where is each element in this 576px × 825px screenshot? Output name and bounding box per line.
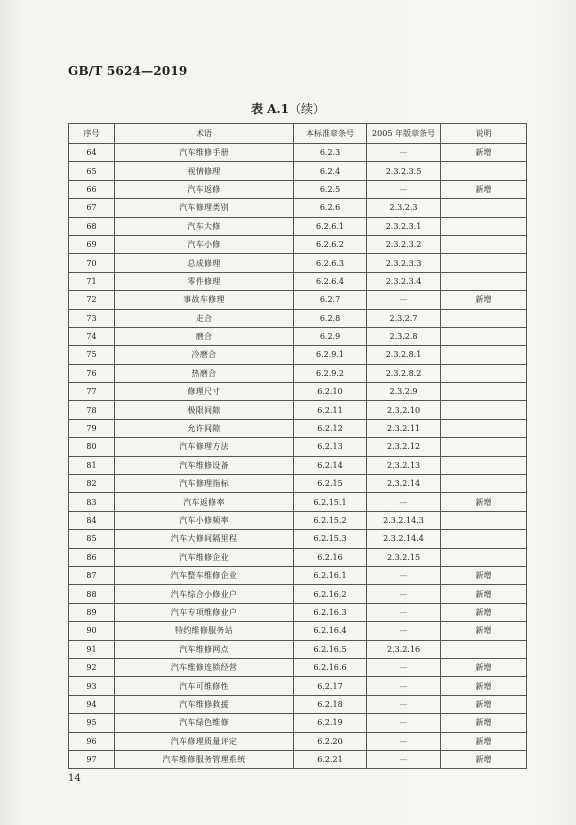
cell-no: 68 xyxy=(69,217,115,235)
cell-old-clause: 2.3.2.10 xyxy=(367,401,441,419)
cell-note xyxy=(441,235,527,253)
cell-no: 69 xyxy=(69,235,115,253)
cell-note xyxy=(441,309,527,327)
cell-note: 新增 xyxy=(441,566,527,584)
cell-old-clause: — xyxy=(367,750,441,768)
cell-note xyxy=(441,254,527,272)
cell-old-clause: 2.3.2.14.4 xyxy=(367,530,441,548)
cell-old-clause: 2.3.2.13 xyxy=(367,456,441,474)
cell-old-clause: 2.3.2.12 xyxy=(367,438,441,456)
cell-old-clause: 2.3.2.3.2 xyxy=(367,235,441,253)
cell-clause: 6.2.11 xyxy=(294,401,367,419)
cell-term: 汽车绿色维修 xyxy=(115,714,294,732)
table-row xyxy=(69,419,527,437)
cell-clause: 6.2.15.2 xyxy=(294,511,367,529)
cell-no: 81 xyxy=(69,456,115,474)
table-row xyxy=(69,475,527,493)
table-row xyxy=(69,677,527,695)
cell-note: 新增 xyxy=(441,180,527,198)
table-row xyxy=(69,511,527,529)
cell-term: 汽车修理方法 xyxy=(115,438,294,456)
table-row xyxy=(69,144,527,162)
cell-note xyxy=(441,199,527,217)
cell-note xyxy=(441,548,527,566)
cell-term: 汽车小修频率 xyxy=(115,511,294,529)
cell-clause: 6.2.20 xyxy=(294,732,367,750)
cell-clause: 6.2.8 xyxy=(294,309,367,327)
cell-clause: 6.2.16 xyxy=(294,548,367,566)
cell-old-clause: 2.3.2.11 xyxy=(367,419,441,437)
table-row xyxy=(69,640,527,658)
table-body xyxy=(69,144,527,769)
cell-clause: 6.2.16.3 xyxy=(294,603,367,621)
col-header-old-clause: 2005 年版章条号 xyxy=(367,124,441,144)
table-row xyxy=(69,199,527,217)
cell-term: 汽车维修救援 xyxy=(115,695,294,713)
table-row xyxy=(69,401,527,419)
cell-term: 汽车返修 xyxy=(115,180,294,198)
cell-clause: 6.2.15.3 xyxy=(294,530,367,548)
cell-no: 73 xyxy=(69,309,115,327)
cell-old-clause: 2.3.2.14.3 xyxy=(367,511,441,529)
cell-clause: 6.2.13 xyxy=(294,438,367,456)
table-header-row xyxy=(69,124,527,144)
cell-old-clause: — xyxy=(367,493,441,511)
cell-old-clause: 2.3.2.3.1 xyxy=(367,217,441,235)
table-row xyxy=(69,456,527,474)
cell-no: 96 xyxy=(69,732,115,750)
table-row xyxy=(69,548,527,566)
cell-no: 85 xyxy=(69,530,115,548)
cell-term: 零件修理 xyxy=(115,272,294,290)
cell-old-clause: — xyxy=(367,622,441,640)
cell-old-clause: — xyxy=(367,695,441,713)
cell-term: 汽车维修网点 xyxy=(115,640,294,658)
cell-no: 93 xyxy=(69,677,115,695)
cell-no: 71 xyxy=(69,272,115,290)
cell-term: 修理尺寸 xyxy=(115,383,294,401)
cell-term: 视情修理 xyxy=(115,162,294,180)
table-row xyxy=(69,217,527,235)
cell-no: 67 xyxy=(69,199,115,217)
cell-note xyxy=(441,475,527,493)
table-row xyxy=(69,346,527,364)
cell-note: 新增 xyxy=(441,732,527,750)
cell-old-clause: 2.3.2.3.3 xyxy=(367,254,441,272)
cell-no: 77 xyxy=(69,383,115,401)
cell-old-clause: — xyxy=(367,566,441,584)
cell-clause: 6.2.16.6 xyxy=(294,658,367,676)
cell-old-clause: — xyxy=(367,291,441,309)
cell-old-clause: — xyxy=(367,732,441,750)
table-row xyxy=(69,327,527,345)
cell-no: 64 xyxy=(69,144,115,162)
cell-term: 汽车维修服务管理系统 xyxy=(115,750,294,768)
table-row xyxy=(69,438,527,456)
cell-old-clause: — xyxy=(367,677,441,695)
cell-note: 新增 xyxy=(441,677,527,695)
cell-clause: 6.2.6.2 xyxy=(294,235,367,253)
table-row xyxy=(69,530,527,548)
cell-clause: 6.2.16.4 xyxy=(294,622,367,640)
cell-clause: 6.2.14 xyxy=(294,456,367,474)
cell-term: 汽车维修设备 xyxy=(115,456,294,474)
cell-note xyxy=(441,364,527,382)
cell-term: 汽车专项维修业户 xyxy=(115,603,294,621)
cell-old-clause: 2.3.2.8.1 xyxy=(367,346,441,364)
cell-note: 新增 xyxy=(441,144,527,162)
cell-term: 汽车返修率 xyxy=(115,493,294,511)
cell-note: 新增 xyxy=(441,585,527,603)
cell-clause: 6.2.7 xyxy=(294,291,367,309)
table-row xyxy=(69,732,527,750)
cell-term: 汽车维修手册 xyxy=(115,144,294,162)
cell-term: 允许间隙 xyxy=(115,419,294,437)
table-row xyxy=(69,254,527,272)
cell-clause: 6.2.16.1 xyxy=(294,566,367,584)
cell-term: 汽车大修 xyxy=(115,217,294,235)
cell-no: 79 xyxy=(69,419,115,437)
cell-no: 82 xyxy=(69,475,115,493)
cell-clause: 6.2.9.2 xyxy=(294,364,367,382)
cell-clause: 6.2.3 xyxy=(294,144,367,162)
table-row xyxy=(69,603,527,621)
cell-note: 新增 xyxy=(441,622,527,640)
cell-no: 78 xyxy=(69,401,115,419)
cell-clause: 6.2.15.1 xyxy=(294,493,367,511)
table-row xyxy=(69,658,527,676)
terms-table xyxy=(68,123,527,769)
cell-old-clause: 2.3.2.7 xyxy=(367,309,441,327)
cell-old-clause: 2.3.2.3.5 xyxy=(367,162,441,180)
cell-note xyxy=(441,272,527,290)
cell-clause: 6.2.21 xyxy=(294,750,367,768)
cell-old-clause: 2.3.2.9 xyxy=(367,383,441,401)
cell-no: 70 xyxy=(69,254,115,272)
cell-clause: 6.2.12 xyxy=(294,419,367,437)
cell-note xyxy=(441,456,527,474)
table-row xyxy=(69,383,527,401)
cell-no: 95 xyxy=(69,714,115,732)
cell-term: 冷磨合 xyxy=(115,346,294,364)
cell-clause: 6.2.15 xyxy=(294,475,367,493)
cell-note xyxy=(441,327,527,345)
cell-clause: 6.2.18 xyxy=(294,695,367,713)
table-row xyxy=(69,180,527,198)
col-header-term: 术语 xyxy=(115,124,294,144)
table-row xyxy=(69,272,527,290)
cell-note xyxy=(441,346,527,364)
table-row xyxy=(69,309,527,327)
table-row xyxy=(69,585,527,603)
cell-note: 新增 xyxy=(441,291,527,309)
cell-term: 特约维修服务站 xyxy=(115,622,294,640)
cell-note xyxy=(441,419,527,437)
page-number: 14 xyxy=(68,773,81,784)
cell-term: 汽车维修连锁经营 xyxy=(115,658,294,676)
cell-no: 90 xyxy=(69,622,115,640)
table-title-number: 表 A.1 xyxy=(250,102,289,116)
table-row xyxy=(69,714,527,732)
cell-clause: 6.2.6.1 xyxy=(294,217,367,235)
cell-term: 汽车整车维修企业 xyxy=(115,566,294,584)
cell-note: 新增 xyxy=(441,658,527,676)
cell-no: 83 xyxy=(69,493,115,511)
cell-no: 74 xyxy=(69,327,115,345)
cell-no: 97 xyxy=(69,750,115,768)
cell-old-clause: — xyxy=(367,714,441,732)
cell-note: 新增 xyxy=(441,695,527,713)
cell-old-clause: 2.3.2.3.4 xyxy=(367,272,441,290)
cell-term: 汽车综合小修业户 xyxy=(115,585,294,603)
cell-clause: 6.2.17 xyxy=(294,677,367,695)
cell-note xyxy=(441,438,527,456)
cell-no: 66 xyxy=(69,180,115,198)
cell-no: 94 xyxy=(69,695,115,713)
cell-term: 总成修理 xyxy=(115,254,294,272)
cell-note xyxy=(441,162,527,180)
cell-term: 汽车修理质量评定 xyxy=(115,732,294,750)
cell-term: 汽车可维修性 xyxy=(115,677,294,695)
cell-no: 80 xyxy=(69,438,115,456)
cell-clause: 6.2.16.5 xyxy=(294,640,367,658)
cell-note xyxy=(441,511,527,529)
cell-clause: 6.2.16.2 xyxy=(294,585,367,603)
cell-no: 92 xyxy=(69,658,115,676)
cell-clause: 6.2.9 xyxy=(294,327,367,345)
cell-term: 汽车维修企业 xyxy=(115,548,294,566)
standard-code: GB/T 5624—2019 xyxy=(68,64,188,78)
cell-no: 72 xyxy=(69,291,115,309)
cell-old-clause: — xyxy=(367,144,441,162)
cell-old-clause: — xyxy=(367,658,441,676)
cell-no: 88 xyxy=(69,585,115,603)
table-row xyxy=(69,566,527,584)
cell-old-clause: 2.3.2.8 xyxy=(367,327,441,345)
cell-note xyxy=(441,217,527,235)
cell-no: 86 xyxy=(69,548,115,566)
cell-old-clause: 2.3.2.14 xyxy=(367,475,441,493)
cell-note xyxy=(441,640,527,658)
cell-no: 84 xyxy=(69,511,115,529)
cell-old-clause: 2.3.2.8.2 xyxy=(367,364,441,382)
cell-clause: 6.2.9.1 xyxy=(294,346,367,364)
table-row xyxy=(69,622,527,640)
cell-note: 新增 xyxy=(441,493,527,511)
cell-old-clause: — xyxy=(367,585,441,603)
cell-old-clause: 2.3.2.3 xyxy=(367,199,441,217)
cell-old-clause: — xyxy=(367,180,441,198)
table-row xyxy=(69,235,527,253)
cell-clause: 6.2.5 xyxy=(294,180,367,198)
table-title xyxy=(0,100,576,117)
cell-clause: 6.2.6 xyxy=(294,199,367,217)
cell-note: 新增 xyxy=(441,603,527,621)
col-header-clause: 本标准章条号 xyxy=(294,124,367,144)
cell-no: 91 xyxy=(69,640,115,658)
cell-old-clause: 2.3.2.15 xyxy=(367,548,441,566)
cell-clause: 6.2.6.4 xyxy=(294,272,367,290)
table-row xyxy=(69,750,527,768)
cell-no: 76 xyxy=(69,364,115,382)
cell-term: 汽车修理类别 xyxy=(115,199,294,217)
cell-term: 事故车修理 xyxy=(115,291,294,309)
table-row xyxy=(69,493,527,511)
cell-note xyxy=(441,530,527,548)
cell-no: 65 xyxy=(69,162,115,180)
cell-old-clause: — xyxy=(367,603,441,621)
cell-clause: 6.2.10 xyxy=(294,383,367,401)
cell-note: 新增 xyxy=(441,750,527,768)
cell-old-clause: 2.3.2.16 xyxy=(367,640,441,658)
col-header-note: 说明 xyxy=(441,124,527,144)
col-header-no: 序号 xyxy=(69,124,115,144)
table-row xyxy=(69,364,527,382)
table-row xyxy=(69,291,527,309)
cell-clause: 6.2.6.3 xyxy=(294,254,367,272)
table-row xyxy=(69,162,527,180)
table-row xyxy=(69,695,527,713)
cell-no: 75 xyxy=(69,346,115,364)
table-title-continued: （续） xyxy=(289,102,326,116)
cell-term: 磨合 xyxy=(115,327,294,345)
cell-note: 新增 xyxy=(441,714,527,732)
cell-clause: 6.2.19 xyxy=(294,714,367,732)
cell-term: 汽车小修 xyxy=(115,235,294,253)
cell-term: 汽车修理指标 xyxy=(115,475,294,493)
cell-term: 极限间隙 xyxy=(115,401,294,419)
cell-term: 走合 xyxy=(115,309,294,327)
cell-no: 89 xyxy=(69,603,115,621)
cell-term: 热磨合 xyxy=(115,364,294,382)
cell-note xyxy=(441,383,527,401)
cell-no: 87 xyxy=(69,566,115,584)
cell-note xyxy=(441,401,527,419)
cell-term: 汽车大修间隔里程 xyxy=(115,530,294,548)
cell-clause: 6.2.4 xyxy=(294,162,367,180)
